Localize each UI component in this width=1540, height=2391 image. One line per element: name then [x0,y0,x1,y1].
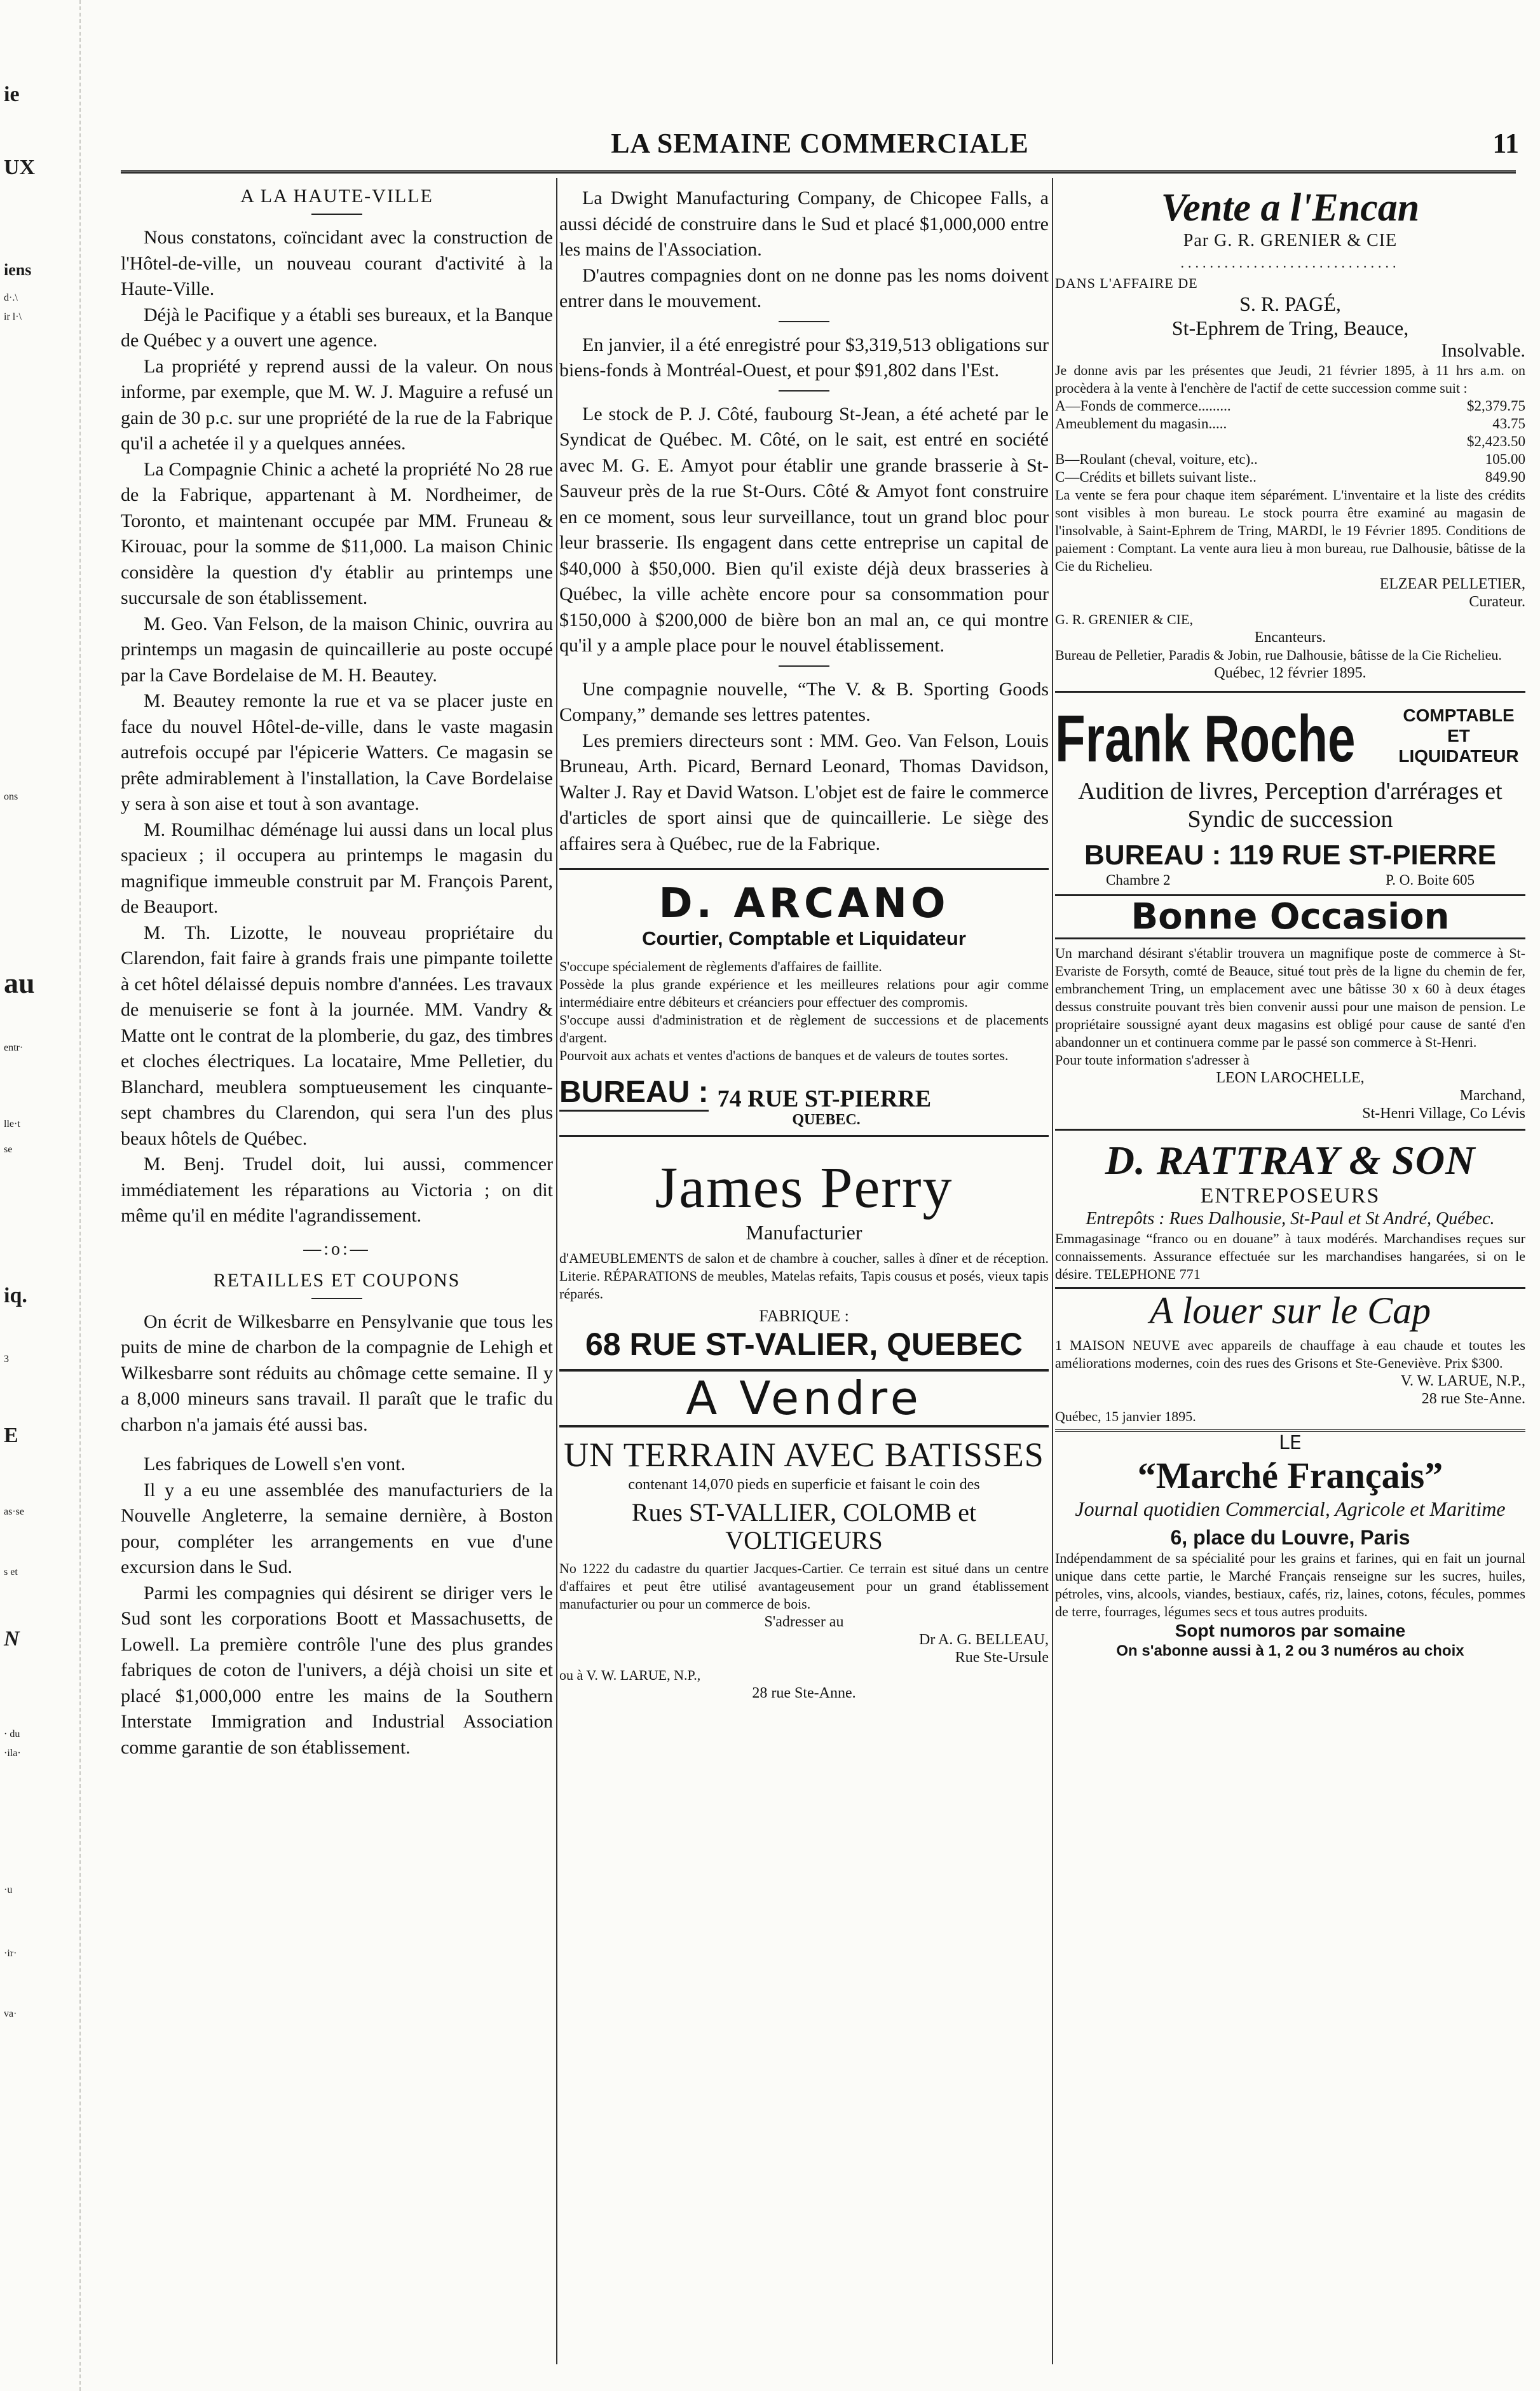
contact-street: Rue Ste-Ursule [955,1649,1049,1666]
signer-street: 28 rue Ste-Anne. [1421,1391,1525,1407]
margin-fragment: iq. [4,1284,27,1307]
ad-text: Pourvoit aux achats et ventes d'actions de banques et de valeurs de toutes sortes. [559,1047,1009,1063]
contact-name: Dr A. G. BELLEAU, [919,1631,1049,1648]
marche-name: “Marché Français” [1137,1455,1443,1496]
ad-text: Je donne avis par les présentes que Jeudi, 21 février 1895, à 11 hrs a.m. on procèdera à la vente à l'enchère de l'actif de cette succession comme suit : [1055,362,1525,396]
bureau-address: 74 RUE ST-PIERRE [717,1086,932,1112]
margin-fragment: ons [4,791,18,802]
header-rule [121,170,1516,174]
rattray-sub: ENTREPOSEURS [1200,1184,1380,1208]
arcano-name: D. ARCANO [658,880,950,927]
section-dash [779,390,829,392]
article-paragraph: La Compagnie Chinic a acheté la propriété No 28 rue de la Fabrique, appartenant à M. Nordheimer, de Toronto, et maintenant occupée par MM. Fruneau & Kirouac, pour la somme de $11,000. La maison Chinic considère la question d'y établir au printemps une succursale de son établissement. [121,458,553,608]
insolvent-place: St-Ephrem de Tring, Beauce, [1171,317,1409,339]
roche-contact: Chambre 2 P. O. Boite 605 [1106,872,1475,888]
bureau-label: BUREAU : [559,1075,709,1112]
article-paragraph: Le stock de P. J. Côté, faubourg St-Jean, a été acheté par le Syndicat de Québec. M. Côté, on le sait, est entré en société avec M. G. E. Amyot pour établir une grande brasserie à St-Sauveur près de la rue St-Ours. Côté & Amyot font construire en ce moment, sous leur surveillance, tout un grand bloc pour leur brasserie. Ils engagent dans cette entreprise un capital de $40,000 à $50,000. Bien qu'il existe déjà deux brasseries à Québec, la ville achète encore pour sa consommation pour $150,000 à $200,000 de bière bon an mal an, ce qui montre qu'il y a ample place pour le nouvel établissement. [559,403,1049,656]
article-title: A LA HAUTE-VILLE [240,186,433,207]
louer-title: A louer sur le Cap [1055,1287,1525,1333]
margin-fragment: · du [4,1729,20,1740]
marche-ad [1055,1429,1525,1661]
column-divider [556,178,557,2364]
arcano-ad [559,868,1049,1129]
article-paragraph: Il y a eu une assemblée des manufacturiers de la Nouvelle Angleterre, la semaine dernière, à Boston pour, compléter les arrangements en vue d'une excursion dans le Sud. [121,1479,553,1577]
vente-title: Vente a l'Encan [1161,186,1420,229]
contact-label: S'adresser au [764,1614,844,1630]
bonne-occasion-ad [1055,894,1525,1122]
arcano-subtitle: Courtier, Comptable et Liquidateur [642,927,966,950]
arcano-bureau [559,1075,1049,1112]
section-dash [779,321,829,322]
ad-text: S'occupe spécialement de règlements d'affaires de faillite. [559,958,882,974]
alt-contact: ou à V. W. LARUE, N.P., [559,1667,701,1683]
vendre-ad [559,1369,1049,1702]
sale-item: A—Fonds de commerce......... $2,379.75 [1055,398,1525,414]
vendre-title: A Vendre [559,1369,1049,1427]
page-header [121,127,1519,165]
section-dash [779,665,829,667]
roche-ad [1055,691,1525,889]
ad-text: La vente se fera pour chaque item séparément. L'inventaire et la liste des crédits sont visibles à mon bureau. Le stock pourra être examiné au magasin de l'insolvable, à Saint-Ephrem de Tring, MARDI, le 19 Février 1895. Conditions de paiement : Comptant. La vente aura lieu à mon bureau, rue Dalhousie, bâtisse de la Cie du Richelieu. [1055,487,1525,574]
ad-text: Un marchand désirant s'établir trouvera un magnifique poste de commerce à St-Evariste de Forsyth, comté de Beauce, situé tout près de la ligne du chemin de fer, embranchement Tring, un emplacement avec une bâtisse 30 x 60 à deux étages dessus construite pouvant très bien convenir aussi pour une maison de pension. Le propriétaire soussigné ayant deux magasins est obligé pour cause de santé d'en abandonner un et continuera comme par le passé son commerce à St-Henri. [1055,945,1525,1050]
perry-name: James Perry [655,1155,953,1220]
date: Québec, 15 janvier 1895. [1055,1408,1196,1424]
vendre-sub: contenant 14,070 pieds en superficie et faisant le coin des [628,1476,980,1493]
ad-text: Emmagasinage “franco ou en douane” à taux modérés. Marchandises reçues sur connaissements. Assurance effectuée sur les marchandises hangarées, si on le désire. TELEPHONE 771 [1055,1230,1525,1282]
ad-text: Indépendamment de sa spécialité pour les grains et farines, qui en fait un journal unique dans cette partie, le Marché Français renseigne sur les sucres, huiles, pétroles, vins, alcools, viandes, bestiaux, cafés, riz, laines, cotons, fécules, pommes de terre, fourrages, légumes secs et tous autres produits. [1055,1550,1525,1619]
marche-le: LE [1055,1429,1525,1454]
sale-item: C—Crédits et billets suivant liste.. 849.90 [1055,469,1525,485]
insolvent-name: S. R. PAGÉ, [1239,292,1341,315]
margin-fragment: ·ila· [4,1748,21,1759]
column-1 [121,186,553,2372]
firm: G. R. GRENIER & CIE, [1055,611,1193,627]
marche-address: 6, place du Louvre, Paris [1170,1526,1410,1549]
article-paragraph: Les premiers directeurs sont : MM. Geo. Van Felson, Louis Bruneau, Arth. Picard, Bernard Leonard, Thomas Davidson, Walter J. Ray et David Watson. L'objet est de faire le commerce d'articles de sport ainsi que de quincaillerie. Le siège des affaires sera à Québec, rue de la Fabrique. [559,730,1049,854]
insolvent-status: Insolvable. [1441,340,1525,361]
signer-title: Curateur. [1469,594,1525,610]
marche-bold: Sopt numoros par somaine [1175,1621,1406,1640]
marche-bold: On s'abonne aussi à 1, 2 ou 3 numéros au choix [1116,1642,1464,1659]
article-paragraph: Déjà le Pacifique y a établi ses bureaux, et la Banque de Québec y a ouvert une agence. [121,304,553,351]
rattray-name: D. RATTRAY & SON [1105,1138,1476,1183]
alt-street: 28 rue Ste-Anne. [752,1685,856,1701]
article-paragraph: Les fabriques de Lowell s'en vont. [144,1454,405,1475]
article-paragraph: La propriété y reprend aussi de la valeur. On nous informe, par exemple, que M. W. J. Maguire a refusé un gain de 30 p.c. sur une propriété de la rue de la Fabrique qu'il a achetée il y a quelques années. [121,355,553,454]
rattray-ad [1055,1129,1525,1283]
article-paragraph: Nous constatons, coïncidant avec la construction de l'Hôtel-de-ville, un nouveau courant d'activité à la Haute-Ville. [121,227,553,299]
roche-sub: Audition de livres, Perception d'arrérages et Syndic de succession [1078,778,1503,833]
vente-encan-ad [1055,186,1525,682]
contact-name: LEON LAROCHELLE, [1216,1070,1365,1086]
article-paragraph: M. Roumilhac déménage lui aussi dans un local plus spacieux ; il occupera au printemps le magasin du magnifique immeuble construit par M. François Parent, de Beauport. [121,819,553,917]
dotted-line: .............................. [1180,255,1400,271]
section-separator: —:o:— [303,1239,371,1259]
sale-item: Ameublement du magasin..... 43.75 [1055,416,1525,432]
vendre-headline: UN TERRAIN AVEC BATISSES [564,1436,1044,1474]
vendre-streets: Rues ST-VALLIER, COLOMB et VOLTIGEURS [631,1498,977,1555]
ad-text: Possède la plus grande expérience et les meilleures relations pour agir comme intermédiaire entre débiteurs et créanciers pour effectuer des compromis. [559,976,1049,1010]
roche-name: Frank Roche [1055,702,1356,776]
margin-fragment: au [4,967,35,999]
sale-item: $2,423.50 [1467,433,1525,449]
contact-place: St-Henri Village, Co Lévis [1362,1105,1525,1122]
margin-fragment: se [4,1144,13,1155]
louer-ad [1055,1287,1525,1426]
firm-title: Encanteurs. [1254,629,1326,646]
affaire-label: DANS L'AFFAIRE DE [1055,275,1198,291]
ad-text: d'AMEUBLEMENTS de salon et de chambre à coucher, salles à dîner et de réception. Literie. RÉPARATIONS de meubles, Matelas refaits, Tapis cousus et posés, vieux tapis réparés. [559,1250,1049,1302]
margin-fragment: va· [4,2008,17,2019]
margin-fragment: N [4,1627,20,1651]
page-number: 11 [1492,128,1519,159]
ad-text: No 1222 du cadastre du quartier Jacques-Cartier. Ce terrain est situé dans un centre d'affaires et peut être utilisé avantageusement pour un grand établissement manufacturier ou pour un commerce de bois. [559,1560,1049,1612]
bonne-title: Bonne Occasion [1055,894,1525,939]
signer: ELZEAR PELLETIER, [1379,576,1525,592]
margin-fragment: ·u [4,1884,13,1895]
article-paragraph: M. Th. Lizotte, le nouveau propriétaire du Clarendon, fait faire à grands frais une pimpante toilette à cet hôtel délaissé depuis nombre d'années. Les travaux de menuiserie se font à la journée. MM. Vandry & Matte ont le contrat de la plomberie, du gaz, des timbres et cloches électriques. La locataire, Mme Pelletier, du Blanchard, meublera somptueusement les cinquante-sept chambres du Clarendon, qui sera l'un des plus beaux hôtels de Québec. [121,922,553,1149]
perry-ad [559,1135,1049,1363]
article-paragraph: Une compagnie nouvelle, “The V. & B. Sporting Goods Company,” demande ses lettres patentes. [559,678,1049,725]
margin-fragment: lle·t [4,1119,20,1129]
article-paragraph: M. Geo. Van Felson, de la maison Chinic, ouvrira au printemps un magasin de quincaillerie au poste occupé par la Cave Bordelaise de M. H. Beautey. [121,613,553,686]
office: Bureau de Pelletier, Paradis & Jobin, rue Dalhousie, bâtisse de la Cie Richelieu. [1055,647,1502,663]
margin-fragment: iens [4,261,32,279]
ad-text: S'occupe aussi d'administration et de règlement de successions et de placements d'argent. [559,1012,1049,1046]
roche-title: COMPTABLE ET LIQUIDATEUR [1398,705,1519,766]
ad-text: 1 MAISON NEUVE avec appareils de chauffage à eau chaude et toutes les améliorations modernes, coin des rues des Grisons et Ste-Geneviève. Prix $300. [1055,1337,1525,1371]
article-paragraph: En janvier, il a été enregistré pour $3,319,513 obligations sur biens-fonds à Montréal-Ouest, et pour $91,802 dans l'Est. [559,334,1049,381]
margin-fragment: 3 [4,1354,9,1365]
sale-item: B—Roulant (cheval, voiture, etc).. 105.00 [1055,451,1525,467]
signer: V. W. LARUE, N.P., [1400,1373,1525,1389]
title-dash [311,214,362,215]
margin-fragment: ir l·\ [4,311,22,322]
margin-fragment: d·.\ [4,292,18,303]
date: Québec, 12 février 1895. [1214,665,1366,681]
roche-bureau: BUREAU : 119 RUE ST-PIERRE [1084,840,1496,871]
article-paragraph: D'autres compagnies dont on ne donne pas les noms doivent entrer dans le mouvement. [559,264,1049,311]
fabrique-address: 68 RUE ST-VALIER, QUEBEC [585,1326,1023,1362]
article-paragraph: Parmi les compagnies qui désirent se diriger vers le Sud sont les corporations Boott et Massachusetts, de Lowell. La première contrôle l'une des plus grandes fabriques de coton de l'univers, a déjà choisi un site et placé $1,000,000 entre les mains de la Southern Interstate Immigration and Industrial Association comme garantie de son établissement. [121,1582,553,1758]
left-margin-strip [0,0,81,2391]
article-paragraph: On écrit de Wilkesbarre en Pensylvanie que tous les puits de mine de charbon de la compagnie de Lehigh et Wilkesbarre sont réduits au chômage cette semaine. Il y a 8,000 mineurs sans travail. Il paraît que le trafic du charbon n'a jamais été aussi bas. [121,1311,553,1435]
margin-fragment: ie [4,83,20,106]
margin-fragment: UX [4,156,36,179]
column-divider [1052,178,1053,2364]
bureau-city: QUEBEC. [792,1112,861,1128]
article-paragraph: La Dwight Manufacturing Company, de Chicopee Falls, a aussi décidé de construire dans le Sud et placé $1,000,000 entre les mains de l'Association. [559,187,1049,260]
margin-fragment: E [4,1424,18,1447]
article-paragraph: M. Benj. Trudel doit, lui aussi, commencer immédiatement les réparations au Victoria ; on dit même qu'il en médite l'agrandissement. [121,1154,553,1226]
article-paragraph: M. Beautey remonte la rue et va se placer juste en face du nouvel Hôtel-de-ville, dans le vaste magasin autrefois occupé par l'épicerie Watters. Ce magasin se prête admirablement à l'installation, la Cave Bordelaise y sera à son aise et tout à son avantage. [121,690,553,814]
margin-fragment: entr· [4,1042,24,1053]
margin-fragment: s et [4,1567,18,1577]
perry-subtitle: Manufacturier [746,1221,862,1244]
rattray-entrepots: Entrepôts : Rues Dalhousie, St-Paul et St André, Québec. [1086,1209,1495,1229]
fabrique-label: FABRIQUE : [759,1307,849,1325]
contact-title: Marchand, [1459,1087,1525,1104]
newspaper-title: LA SEMAINE COMMERCIALE [611,128,1029,159]
column-2 [559,186,1049,2372]
vente-auctioneer: Par G. R. GRENIER & CIE [1183,231,1398,250]
column-3 [1055,186,1525,2372]
margin-fragment: as·se [4,1506,24,1517]
article-title: RETAILLES ET COUPONS [213,1269,461,1291]
marche-desc: Journal quotidien Commercial, Agricole et Maritime [1075,1497,1506,1520]
margin-fragment: ·ir· [4,1948,17,1959]
title-dash [311,1298,362,1299]
ad-text: Pour toute information s'adresser à [1055,1052,1250,1068]
